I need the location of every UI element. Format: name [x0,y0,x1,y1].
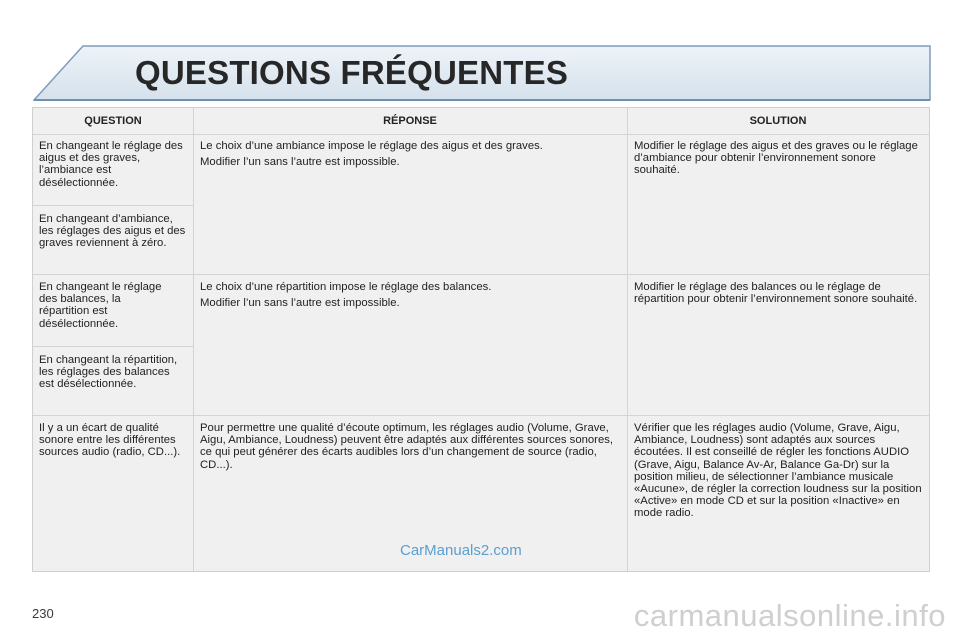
column-header-solution: SOLUTION [749,115,807,127]
answer-cell [200,422,620,475]
question-cell: Il y a un écart de qualité sonore entre les différentes sources audio (radio, CD...). [39,422,181,459]
column-header-answer: RÉPONSE [383,115,437,127]
title-banner [33,45,931,101]
column-header-question: QUESTION [84,115,142,127]
solution-cell: Modifier le réglage des balances ou le réglage de répartition pour obtenir l’environnement sonore souhaité. [634,281,918,306]
column-divider [627,108,628,571]
answer-cell [200,281,620,313]
question-cell: En changeant d’ambiance, les réglages des aigus et des graves reviennent à zéro. [39,213,186,250]
carmanuals-watermark: CarManuals2.com [400,542,522,559]
answer-line: Modifier l’un sans l’autre est impossible. [200,156,400,169]
site-watermark: carmanualsonline.info [633,598,946,633]
answer-line: Pour permettre une qualité d’écoute optimum, les réglages audio (Volume, Grave, Aigu, Ambiance, Loudness) peuvent être adaptés aux différentes sources sonores, ce qui peut générer des écarts audibles lors d’un changement de source (radio, CD...). [200,422,614,471]
answer-cell [200,140,620,172]
answer-line: Le choix d’une ambiance impose le réglage des aigus et des graves. [200,140,543,152]
column-divider [193,108,194,571]
row-divider [33,274,929,275]
faq-table [32,107,930,572]
row-divider [33,134,929,135]
row-divider [33,415,929,416]
answer-line: Modifier l’un sans l’autre est impossible. [200,297,400,310]
page-number: 230 [32,606,54,621]
question-cell: En changeant le réglage des aigus et des graves, l’ambiance est désélectionnée. [39,140,183,189]
row-divider [33,346,193,347]
page-title: QUESTIONS FRÉQUENTES [135,54,569,91]
solution-cell: Modifier le réglage des aigus et des graves ou le réglage d’ambiance pour obtenir l’environnement sonore souhaité. [634,140,918,177]
solution-cell: Vérifier que les réglages audio (Volume, Grave, Aigu, Ambiance, Loudness) sont adaptés aux sources écoutées. Il est conseillé de régler les fonctions AUDIO (Grave, Aigu, Balance Av-Ar, Balance Ga-Dr) sur la position milieu, de sélectionner l’ambiance musicale «Aucune», de régler la correction loudness sur la position «Active» en mode CD et sur la position «Inactive» en mode radio. [634,422,922,520]
answer-line: Le choix d’une répartition impose le réglage des balances. [200,281,492,293]
table-header-row [33,108,929,134]
row-divider [33,205,193,206]
question-cell: En changeant la répartition, les réglages des balances est désélectionnée. [39,354,178,391]
question-cell: En changeant le réglage des balances, la répartition est désélectionnée. [39,281,162,330]
